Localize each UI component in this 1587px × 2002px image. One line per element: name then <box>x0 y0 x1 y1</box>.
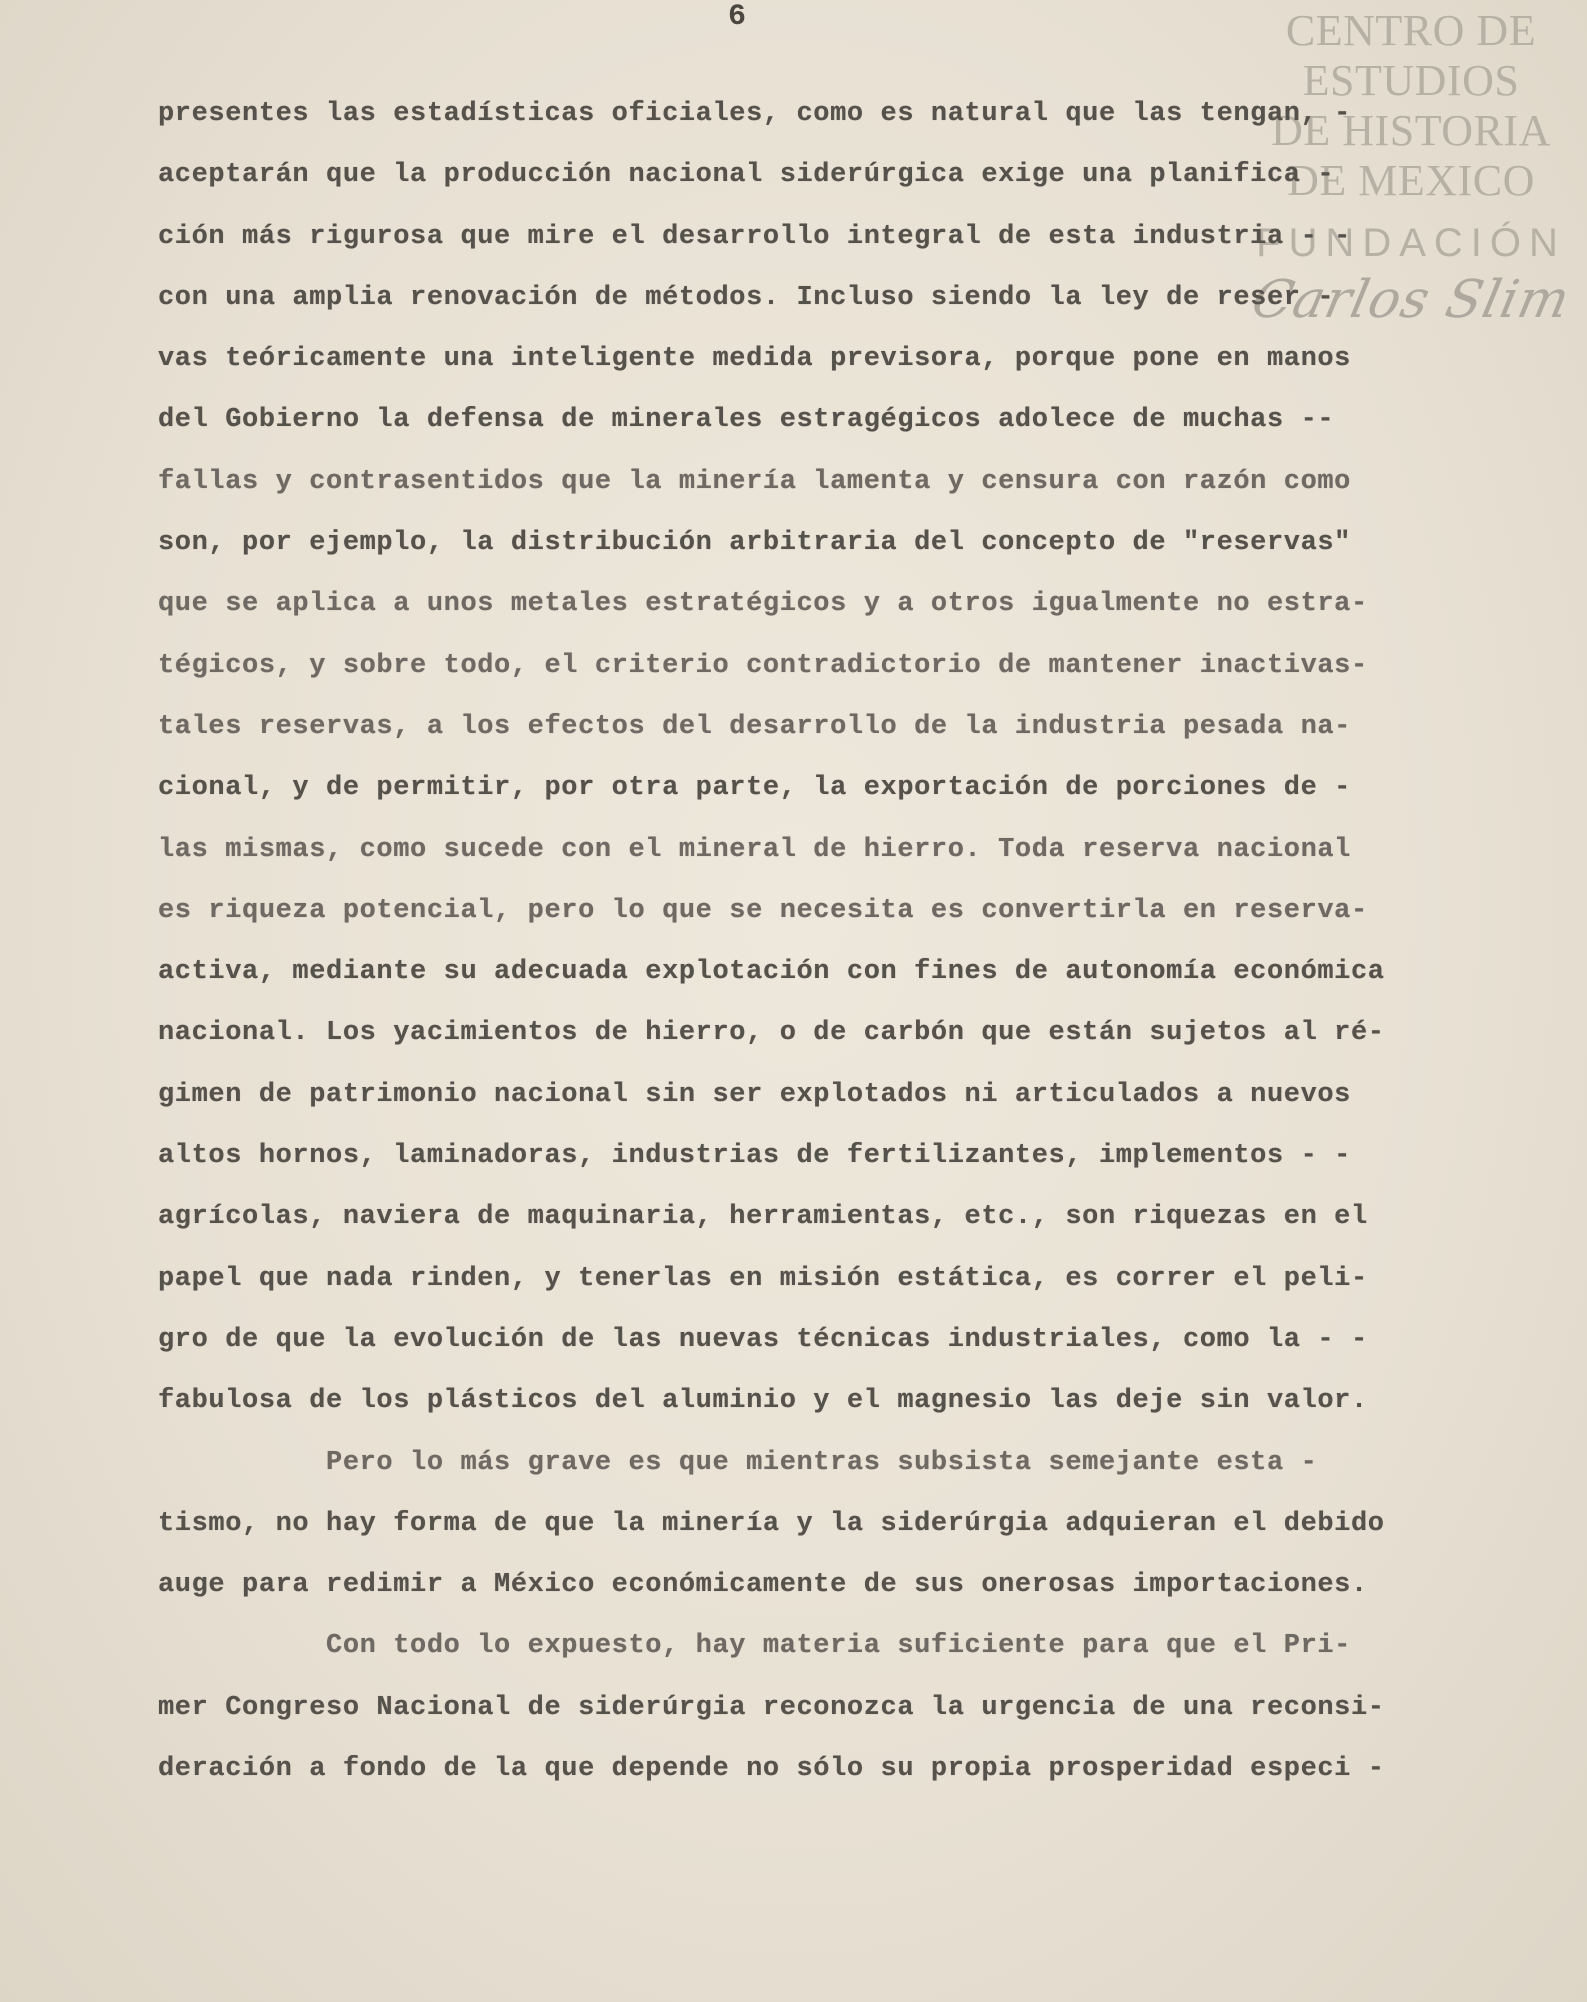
text-line: son, por ejemplo, la distribución arbitraria del concepto de "reservas" <box>158 528 1351 559</box>
text-line: es riqueza potencial, pero lo que se necesita es convertirla en reserva- <box>158 895 1368 926</box>
text-line: gimen de patrimonio nacional sin ser explotados ni articulados a nuevos <box>158 1079 1351 1110</box>
text-line: Pero lo más grave es que mientras subsista semejante esta - <box>158 1447 1318 1478</box>
text-line: altos hornos, laminadoras, industrias de fertilizantes, implementos - - <box>158 1141 1351 1172</box>
text-line: aceptarán que la producción nacional siderúrgica exige una planifica - <box>158 160 1335 191</box>
watermark-line: ESTUDIOS <box>1302 56 1520 105</box>
watermark-line: DE HISTORIA <box>1271 106 1551 155</box>
text-line: Con todo lo expuesto, hay materia suficiente para que el Pri- <box>158 1631 1351 1662</box>
text-line: mer Congreso Nacional de siderúrgia reconozca la urgencia de una reconsi- <box>158 1692 1385 1723</box>
text-line: deración a fondo de la que depende no sólo su propia prosperidad especi - <box>158 1754 1385 1785</box>
text-line: cional, y de permitir, por otra parte, la exportación de porciones de - <box>158 773 1351 804</box>
text-line: vas teóricamente una inteligente medida previsora, porque pone en manos <box>158 344 1351 375</box>
watermark-foundation: FUNDACIÓN <box>1256 221 1566 265</box>
text-line: fallas y contrasentidos que la minería lamenta y censura con razón como <box>158 466 1351 497</box>
text-line: con una amplia renovación de métodos. Incluso siendo la ley de reser - <box>158 282 1335 313</box>
text-line: gro de que la evolución de las nuevas técnicas industriales, como la - - <box>158 1324 1368 1355</box>
text-line: papel que nada rinden, y tenerlas en misión estática, es correr el peli- <box>158 1263 1368 1294</box>
text-line: agrícolas, naviera de maquinaria, herramientas, etc., son riquezas en el <box>158 1202 1368 1233</box>
text-line: activa, mediante su adecuada explotación con fines de autonomía económica <box>158 957 1385 988</box>
typewritten-body <box>158 84 1518 1800</box>
text-line: presentes las estadísticas oficiales, como es natural que las tengan, - <box>158 99 1351 129</box>
text-line: fabulosa de los plásticos del aluminio y el magnesio las deje sin valor. <box>158 1386 1368 1417</box>
text-line: nacional. Los yacimientos de hierro, o de carbón que están sujetos al ré- <box>158 1018 1385 1049</box>
text-line: tégicos, y sobre todo, el criterio contradictorio de mantener inactivas- <box>158 650 1368 681</box>
text-line: auge para redimir a México económicamente de sus onerosas importaciones. <box>158 1570 1368 1601</box>
watermark-line: DE MEXICO <box>1287 156 1535 205</box>
watermark-line: CENTRO DE <box>1285 6 1537 55</box>
text-line: que se aplica a unos metales estratégicos y a otros igualmente no estra- <box>158 589 1368 620</box>
text-line: ción más rigurosa que mire el desarrollo integral de esta industria - - <box>158 221 1351 252</box>
text-line: las mismas, como sucede con el mineral de hierro. Toda reserva nacional <box>158 834 1351 865</box>
text-line: del Gobierno la defensa de minerales estragégicos adolece de muchas -- <box>158 405 1335 436</box>
page-number: 6 <box>728 0 747 34</box>
text-line: tales reservas, a los efectos del desarrollo de la industria pesada na- <box>158 711 1351 742</box>
watermark-signature: Carlos Slim <box>1246 270 1576 330</box>
text-line: tismo, no hay forma de que la minería y la siderúrgia adquieran el debido <box>158 1508 1385 1539</box>
